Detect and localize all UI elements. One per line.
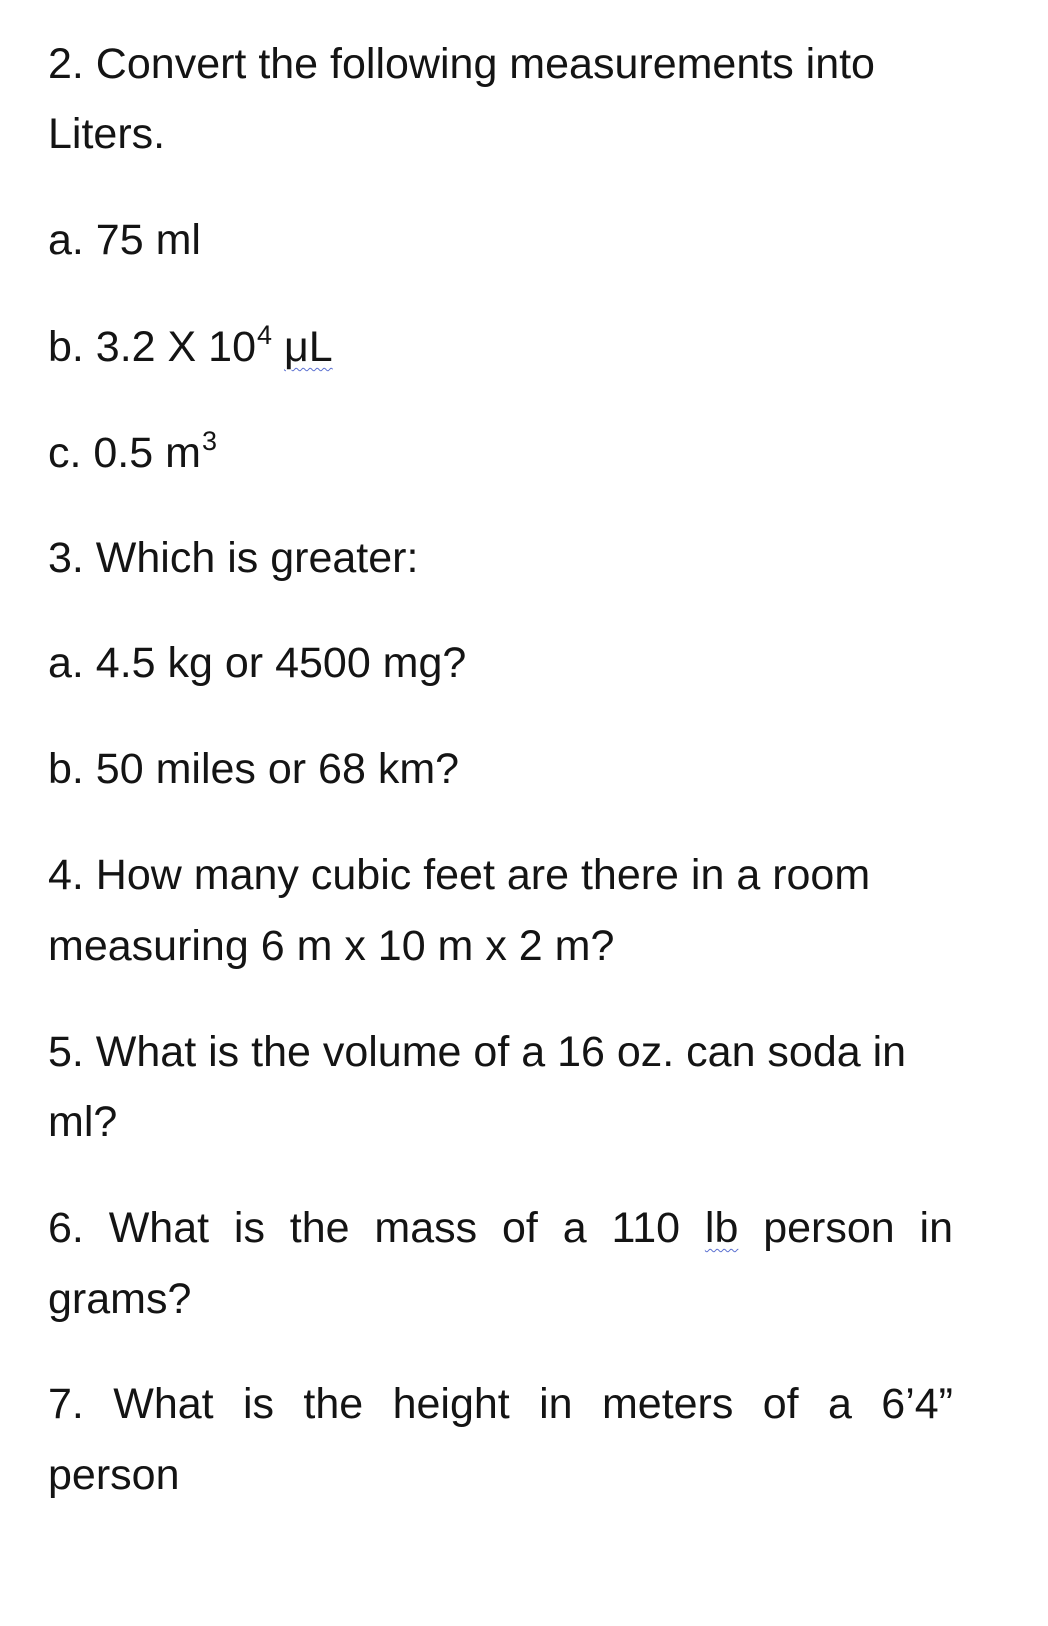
question-2b-exponent: 4 — [257, 320, 273, 350]
question-4-line-1: 4. How many cubic feet are there in a room — [48, 851, 871, 899]
question-7-line-1: 7. What is the height in meters of a 6’4” — [48, 1380, 953, 1428]
question-5-line-2: ml? — [48, 1098, 118, 1146]
worksheet-page — [48, 0, 953, 1626]
question-2c-value: c. 0.5 m — [48, 429, 201, 477]
question-6-unit: lb — [704, 1204, 739, 1252]
question-3-line-1: 3. Which is greater: — [48, 534, 419, 582]
question-2b-unit: μL — [283, 323, 333, 371]
question-3a: a. 4.5 kg or 4500 mg? — [48, 639, 467, 687]
question-6-line-1 — [48, 1202, 953, 1254]
question-3b: b. 50 miles or 68 km? — [48, 745, 460, 793]
question-2-line-2: Liters. — [48, 110, 166, 158]
question-6-text-end: person in — [738, 1204, 953, 1252]
question-2b-value: b. 3.2 X 10 — [48, 323, 256, 371]
question-7-line-2: person — [48, 1451, 180, 1499]
question-2c-exponent: 3 — [201, 426, 217, 456]
question-6-text-start: 6. What is the mass of a 110 — [48, 1204, 705, 1252]
question-5-line-1: 5. What is the volume of a 16 oz. can soda in — [48, 1028, 907, 1076]
question-2-line-1: 2. Convert the following measurements into — [48, 40, 875, 88]
question-2c — [48, 427, 217, 479]
question-6-line-2: grams? — [48, 1275, 192, 1323]
question-4-line-2: measuring 6 m x 10 m x 2 m? — [48, 922, 615, 970]
question-2a: a. 75 ml — [48, 216, 201, 264]
question-2b — [48, 321, 333, 373]
